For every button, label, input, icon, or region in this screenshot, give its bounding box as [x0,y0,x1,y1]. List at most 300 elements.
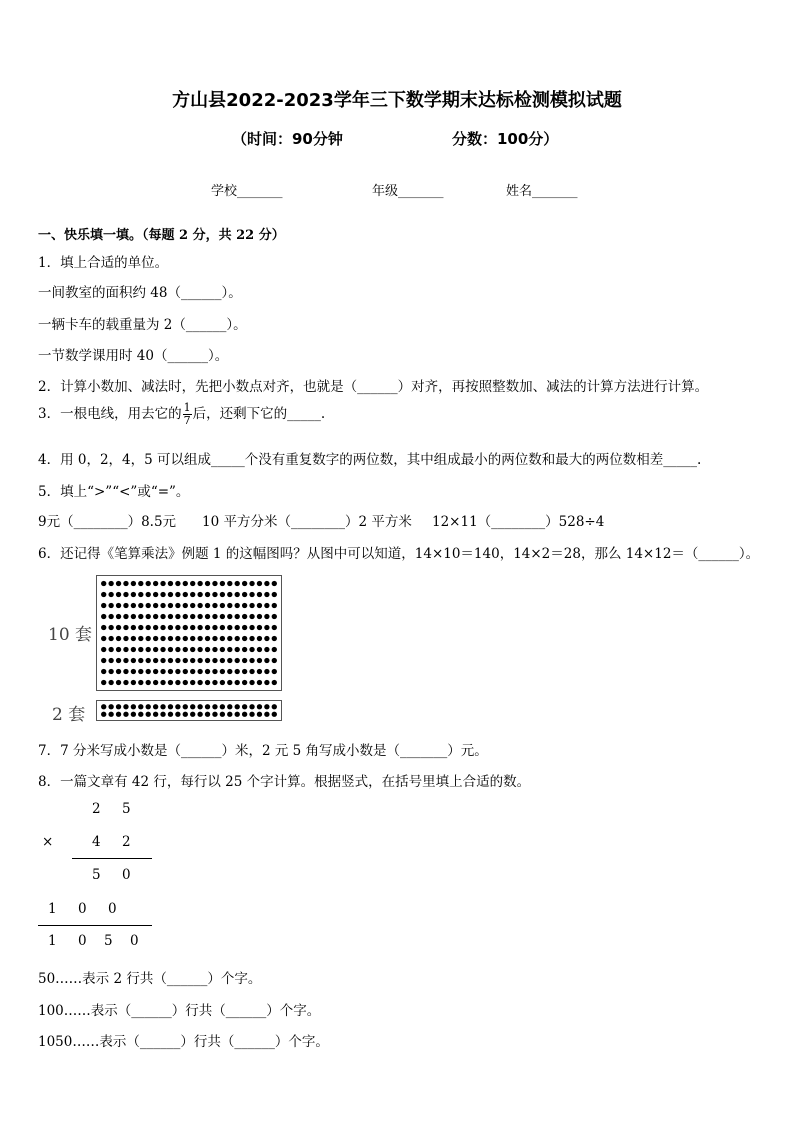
dot [205,603,210,608]
dot [227,603,232,608]
dot [101,636,106,641]
dot [123,680,128,685]
dot [116,712,121,717]
dot [235,581,240,586]
dot [220,712,225,717]
dot [138,581,143,586]
dot-grid-10-sets [96,575,282,691]
dot [212,603,217,608]
dot [101,658,106,663]
dot [257,603,262,608]
vm-r5-d3: 5 [104,933,113,949]
dot [131,603,136,608]
dot [138,625,143,630]
dot [131,625,136,630]
dot [183,614,188,619]
dot [116,603,121,608]
dot [175,669,180,674]
dot [249,625,254,630]
dot [168,658,173,663]
dot [183,592,188,597]
dot [123,647,128,652]
dot [123,704,128,709]
dot [235,614,240,619]
dot [220,658,225,663]
vm-r3-d1: 5 [92,867,101,883]
fraction-denominator: 7 [183,414,191,427]
dot [235,704,240,709]
dot [257,625,262,630]
dot [108,625,113,630]
dot [183,704,188,709]
dot [138,680,143,685]
dot [212,658,217,663]
dot [175,614,180,619]
dot [108,680,113,685]
dot [242,625,247,630]
school-field: 学校_______ [211,184,283,199]
dot [168,603,173,608]
dot [190,636,195,641]
dot [190,704,195,709]
label-2-sets: 2 套 [52,705,86,725]
dot [108,647,113,652]
dot [264,704,269,709]
dot [205,712,210,717]
dot [264,712,269,717]
dot [175,680,180,685]
grade-field: 年级_______ [372,184,444,199]
dot [235,592,240,597]
dot [153,636,158,641]
dot [101,614,106,619]
dot [138,614,143,619]
dot [160,581,165,586]
dot [116,625,121,630]
dot [212,680,217,685]
page-title: 方山县2022-2023学年三下数学期末达标检测模拟试题 [172,90,622,111]
dot [131,658,136,663]
dot [146,592,151,597]
dot [257,614,262,619]
dot [175,704,180,709]
dot [205,658,210,663]
dot [205,669,210,674]
dot [220,625,225,630]
dot [138,658,143,663]
dot [249,636,254,641]
dot [242,704,247,709]
dot [272,647,277,652]
dot [205,625,210,630]
q1-a: 一间教室的面积约 48（______）。 [38,285,242,301]
dot [220,680,225,685]
dot [242,712,247,717]
dot [138,647,143,652]
dot [183,603,188,608]
dot [272,625,277,630]
dot-grid-2-sets-svg [97,701,281,720]
dot [197,592,202,597]
vm-r2-d2: 2 [122,834,131,850]
dot [212,636,217,641]
dot [116,680,121,685]
dot [168,680,173,685]
dot [242,603,247,608]
dot [205,614,210,619]
dot [272,669,277,674]
dot [138,669,143,674]
dot [257,581,262,586]
dot [242,614,247,619]
dot [190,669,195,674]
dot [272,712,277,717]
dot [131,636,136,641]
dot [146,603,151,608]
q5-compare-3: 12×11（________）528÷4 [432,514,605,530]
dot-grid-2-sets [96,700,282,721]
dot [131,581,136,586]
fraction [183,402,192,427]
dot [123,625,128,630]
dot [138,704,143,709]
q7-text: 7．7 分米写成小数是（______）米，2 元 5 角写成小数是（_______）元。 [38,743,488,759]
dot [272,614,277,619]
dot [190,712,195,717]
dot [116,614,121,619]
dot [257,647,262,652]
dot [108,592,113,597]
q8-c: 1050……表示（______）行共（______）个字。 [38,1034,329,1050]
dot [146,669,151,674]
dot [168,647,173,652]
dot [160,712,165,717]
dot [257,592,262,597]
dot [160,614,165,619]
dot [101,712,106,717]
dot [183,712,188,717]
dot [146,636,151,641]
dot [116,647,121,652]
dot [235,669,240,674]
dot [160,658,165,663]
dot [108,704,113,709]
vm-r4-d3: 0 [108,901,117,917]
dot [227,625,232,630]
dot [123,636,128,641]
vm-r5-d4: 0 [130,933,139,949]
dot [101,647,106,652]
dot [131,680,136,685]
q8-a: 50……表示 2 行共（______）个字。 [38,971,262,987]
dot [264,647,269,652]
dot [249,712,254,717]
dot [264,614,269,619]
dot [257,658,262,663]
exam-time: （时间：90分钟 [232,130,343,148]
dot [146,712,151,717]
dot [249,614,254,619]
dot [146,625,151,630]
dot [183,680,188,685]
dot [183,581,188,586]
dot [227,704,232,709]
dot [190,603,195,608]
dot [153,581,158,586]
dot [249,704,254,709]
dot [116,704,121,709]
q3-post: 后，还剩下它的_____. [192,406,326,422]
dot [101,680,106,685]
dot [257,669,262,674]
dot [175,581,180,586]
dot [146,680,151,685]
dot [168,614,173,619]
dot [183,647,188,652]
dot [227,669,232,674]
dot [116,636,121,641]
dot [123,658,128,663]
dot [183,669,188,674]
dot [197,680,202,685]
dot [227,592,232,597]
dot [101,625,106,630]
dot [227,614,232,619]
vm-r4-d2: 0 [78,901,87,917]
dot [153,704,158,709]
dot [146,581,151,586]
dot [264,603,269,608]
dot [235,625,240,630]
dot [242,669,247,674]
dot [175,592,180,597]
dot [264,669,269,674]
dot [212,647,217,652]
dot [131,712,136,717]
dot [212,704,217,709]
dot [272,581,277,586]
dot [138,712,143,717]
dot [235,658,240,663]
dot-grid-10-sets-svg [97,576,281,690]
q5-compare-1: 9元（________）8.5元 [38,514,177,530]
dot [205,704,210,709]
q1-b: 一辆卡车的载重量为 2（______）。 [38,317,247,333]
dot [131,647,136,652]
dot [242,658,247,663]
dot [197,647,202,652]
dot [160,625,165,630]
dot [108,603,113,608]
dot [220,614,225,619]
dot [131,704,136,709]
dot [175,658,180,663]
dot [212,712,217,717]
dot [116,592,121,597]
dot [197,581,202,586]
dot [264,680,269,685]
dot [264,581,269,586]
dot [264,636,269,641]
dot [190,658,195,663]
label-10-sets: 10 套 [48,625,93,645]
q8-stem: 8．一篇文章有 42 行，每行以 25 个字计算。根据竖式，在括号里填上合适的数。 [38,774,531,790]
dot [249,603,254,608]
dot [160,680,165,685]
dot [108,581,113,586]
dot [205,592,210,597]
dot [183,636,188,641]
dot [264,625,269,630]
vm-times: × [42,834,54,850]
dot [227,658,232,663]
dot [168,581,173,586]
dot [153,592,158,597]
dot [153,625,158,630]
dot [272,603,277,608]
dot [212,614,217,619]
dot [257,680,262,685]
dot [123,603,128,608]
dot [205,636,210,641]
q1-c: 一节数学课用时 40（______）。 [38,348,229,364]
dot [175,625,180,630]
q6-stem: 6．还记得《笔算乘法》例题 1 的这幅图吗？从图中可以知道，14×10＝140，14×2＝28，那么 14×12＝（______）。 [38,546,760,562]
dot [272,680,277,685]
dot [257,704,262,709]
dot [249,647,254,652]
dot [227,680,232,685]
dot [123,581,128,586]
dot [153,647,158,652]
dot [257,636,262,641]
dot [175,712,180,717]
exam-score: 分数：100分） [452,130,559,148]
name-field: 姓名_______ [506,184,578,199]
dot [146,704,151,709]
dot [175,647,180,652]
vm-r2-d1: 4 [92,834,101,850]
dot [227,636,232,641]
dot [272,592,277,597]
dot [197,603,202,608]
vm-r5-d2: 0 [78,933,87,949]
dot [108,669,113,674]
vm-r1-d2: 5 [122,801,131,817]
dot [160,647,165,652]
dot [175,603,180,608]
dot [153,680,158,685]
dot [153,658,158,663]
dot [197,704,202,709]
dot [220,647,225,652]
vm-r5-d1: 1 [48,933,57,949]
dot [272,704,277,709]
dot [205,581,210,586]
dot [183,658,188,663]
vm-r4-d1: 1 [48,901,57,917]
dot [242,592,247,597]
dot [242,636,247,641]
dot [212,592,217,597]
dot [168,669,173,674]
dot [160,669,165,674]
dot [123,614,128,619]
dot [249,592,254,597]
dot [101,592,106,597]
dot [220,581,225,586]
dot [227,647,232,652]
dot [197,712,202,717]
dot [168,704,173,709]
dot [220,592,225,597]
dot [138,592,143,597]
dot [249,581,254,586]
dot [116,669,121,674]
dot [197,625,202,630]
dot [160,592,165,597]
dot [108,658,113,663]
dot [220,603,225,608]
vm-r3-d2: 0 [122,867,131,883]
dot [183,625,188,630]
dot [190,614,195,619]
dot [220,669,225,674]
dot [101,581,106,586]
dot [190,625,195,630]
dot [116,581,121,586]
q5-stem: 5．填上“>”“<”或“=”。 [38,484,190,500]
dot [257,712,262,717]
dot [190,592,195,597]
dot [197,658,202,663]
dot [212,669,217,674]
dot [138,636,143,641]
dot [205,680,210,685]
dot [101,603,106,608]
dot [235,680,240,685]
dot [116,658,121,663]
dot [168,636,173,641]
dot [131,614,136,619]
dot [153,603,158,608]
q3-line [38,402,325,427]
dot [227,712,232,717]
dot [235,712,240,717]
dot [123,669,128,674]
dot [101,704,106,709]
dot [101,669,106,674]
section-heading: 一、快乐填一填。（每题 2 分，共 22 分） [38,228,285,243]
q4-text: 4．用 0，2，4，5 可以组成_____个没有重复数字的两位数，其中组成最小的两位数和最大的两位数相差_____. [38,452,702,468]
dot [153,712,158,717]
q8-b: 100……表示（______）行共（______）个字。 [38,1003,321,1019]
dot [242,647,247,652]
vm-r1-d1: 2 [92,801,101,817]
dot [197,614,202,619]
q5-compare-2: 10 平方分米（________）2 平方米 [202,514,412,530]
dot [272,658,277,663]
dot [146,614,151,619]
dot [220,704,225,709]
dot [160,704,165,709]
vm-line-2 [38,925,152,926]
dot [146,658,151,663]
dot [108,614,113,619]
dot [227,581,232,586]
dot [235,603,240,608]
q3-pre: 3．一根电线，用去它的 [38,406,182,422]
